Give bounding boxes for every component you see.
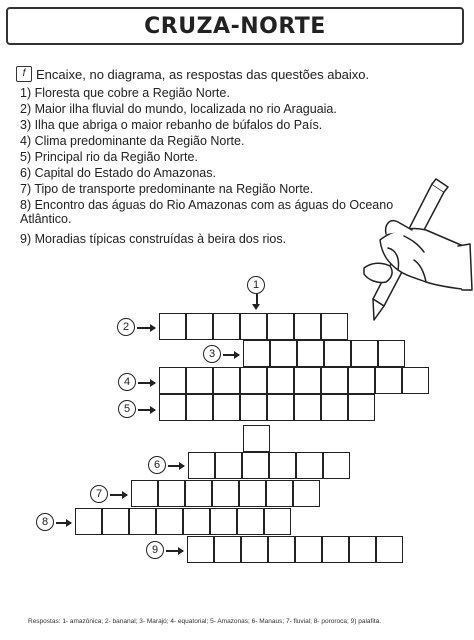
cell[interactable] (322, 536, 349, 563)
cell[interactable] (213, 313, 240, 340)
cell[interactable] (267, 367, 294, 394)
cell[interactable] (294, 313, 321, 340)
cell[interactable] (187, 536, 214, 563)
cell[interactable] (270, 340, 297, 367)
arrow-9 (166, 550, 183, 552)
cell[interactable] (129, 508, 156, 535)
cell[interactable] (188, 452, 215, 479)
question-8: 8) Encontro das águas do Rio Amazonas com as águas do Oceano Atlântico. (20, 198, 394, 226)
cell[interactable] (296, 452, 323, 479)
cell[interactable] (321, 394, 348, 421)
page-title: CRUZA-NORTE (144, 13, 326, 39)
cell[interactable] (183, 508, 210, 535)
clue-number-3: 3 (203, 345, 221, 363)
question-2: 2) Maior ilha fluvial do mundo, localizada no rio Araguaia. (20, 102, 337, 116)
cell[interactable] (243, 425, 270, 452)
cell[interactable] (323, 452, 350, 479)
arrow-3 (223, 354, 239, 356)
cell[interactable] (159, 394, 186, 421)
cell[interactable] (215, 452, 242, 479)
cell[interactable] (186, 394, 213, 421)
question-9: 9) Moradias típicas construídas à beira dos rios. (20, 232, 287, 246)
answer-key: Respostas: 1- amazônica; 2- bananal; 3- Marajó; 4- equatorial; 5- Amazonas; 6- Manaus; 7- fluvial; 8- pororoca; 9) palafita. (28, 618, 381, 625)
cell[interactable] (294, 367, 321, 394)
clue-number-5: 5 (118, 400, 136, 418)
clue-number-8: 8 (36, 513, 54, 531)
clue-number-7: 7 (90, 485, 108, 503)
cell[interactable] (267, 313, 294, 340)
cell[interactable] (156, 508, 183, 535)
instruction-letter-icon: f (16, 66, 32, 82)
cell[interactable] (186, 367, 213, 394)
cell[interactable] (159, 367, 186, 394)
cell[interactable] (266, 480, 293, 507)
clue-number-4: 4 (118, 373, 136, 391)
cell[interactable] (240, 394, 267, 421)
cell[interactable] (186, 313, 213, 340)
cell[interactable] (269, 452, 296, 479)
cell[interactable] (212, 480, 239, 507)
question-7: 7) Tipo de transporte predominante na Região Norte. (20, 182, 314, 196)
cell[interactable] (213, 394, 240, 421)
cell[interactable] (321, 313, 348, 340)
title-box (6, 7, 464, 45)
cell[interactable] (240, 367, 267, 394)
question-5: 5) Principal rio da Região Norte. (20, 150, 198, 164)
clue-number-1: 1 (247, 276, 265, 294)
cell[interactable] (376, 536, 403, 563)
cell[interactable] (239, 480, 266, 507)
cell[interactable] (349, 536, 376, 563)
cell[interactable] (321, 367, 348, 394)
cell[interactable] (264, 508, 291, 535)
arrow-8 (56, 522, 71, 524)
clue-number-9: 9 (146, 541, 164, 559)
cell[interactable] (185, 480, 212, 507)
clue-number-2: 2 (117, 318, 135, 336)
cell[interactable] (351, 340, 378, 367)
arrow-7 (110, 494, 127, 496)
question-1: 1) Floresta que cobre a Região Norte. (20, 86, 230, 100)
cell[interactable] (324, 340, 351, 367)
arrow-1-head (252, 304, 260, 310)
cell[interactable] (293, 480, 320, 507)
cell[interactable] (268, 536, 295, 563)
clue-number-6: 6 (148, 456, 166, 474)
cell[interactable] (75, 508, 102, 535)
cell[interactable] (210, 508, 237, 535)
cell[interactable] (348, 367, 375, 394)
arrow-5 (138, 409, 155, 411)
question-4: 4) Clima predominante da Região Norte. (20, 134, 245, 148)
instruction-text: Encaixe, no diagrama, as respostas das questões abaixo. (36, 66, 370, 82)
cell[interactable] (158, 480, 185, 507)
arrow-6 (168, 465, 184, 467)
cell[interactable] (102, 508, 129, 535)
cell[interactable] (243, 340, 270, 367)
instruction (16, 66, 369, 82)
arrow-4 (138, 382, 155, 384)
cell[interactable] (213, 367, 240, 394)
question-3: 3) Ilha que abriga o maior rebanho de búfalos do País. (20, 118, 323, 132)
cell[interactable] (267, 394, 294, 421)
cell[interactable] (214, 536, 241, 563)
cell[interactable] (297, 340, 324, 367)
cell[interactable] (295, 536, 322, 563)
cell[interactable] (242, 452, 269, 479)
cell[interactable] (348, 394, 375, 421)
cell[interactable] (378, 340, 405, 367)
question-6: 6) Capital do Estado do Amazonas. (20, 166, 216, 180)
cell[interactable] (159, 313, 186, 340)
cell[interactable] (237, 508, 264, 535)
cell[interactable] (240, 313, 267, 340)
cell[interactable] (131, 480, 158, 507)
arrow-2 (137, 327, 155, 329)
hand-pencil-illustration (340, 178, 474, 328)
cell[interactable] (402, 367, 429, 394)
cell[interactable] (375, 367, 402, 394)
cell[interactable] (294, 394, 321, 421)
cell[interactable] (241, 536, 268, 563)
